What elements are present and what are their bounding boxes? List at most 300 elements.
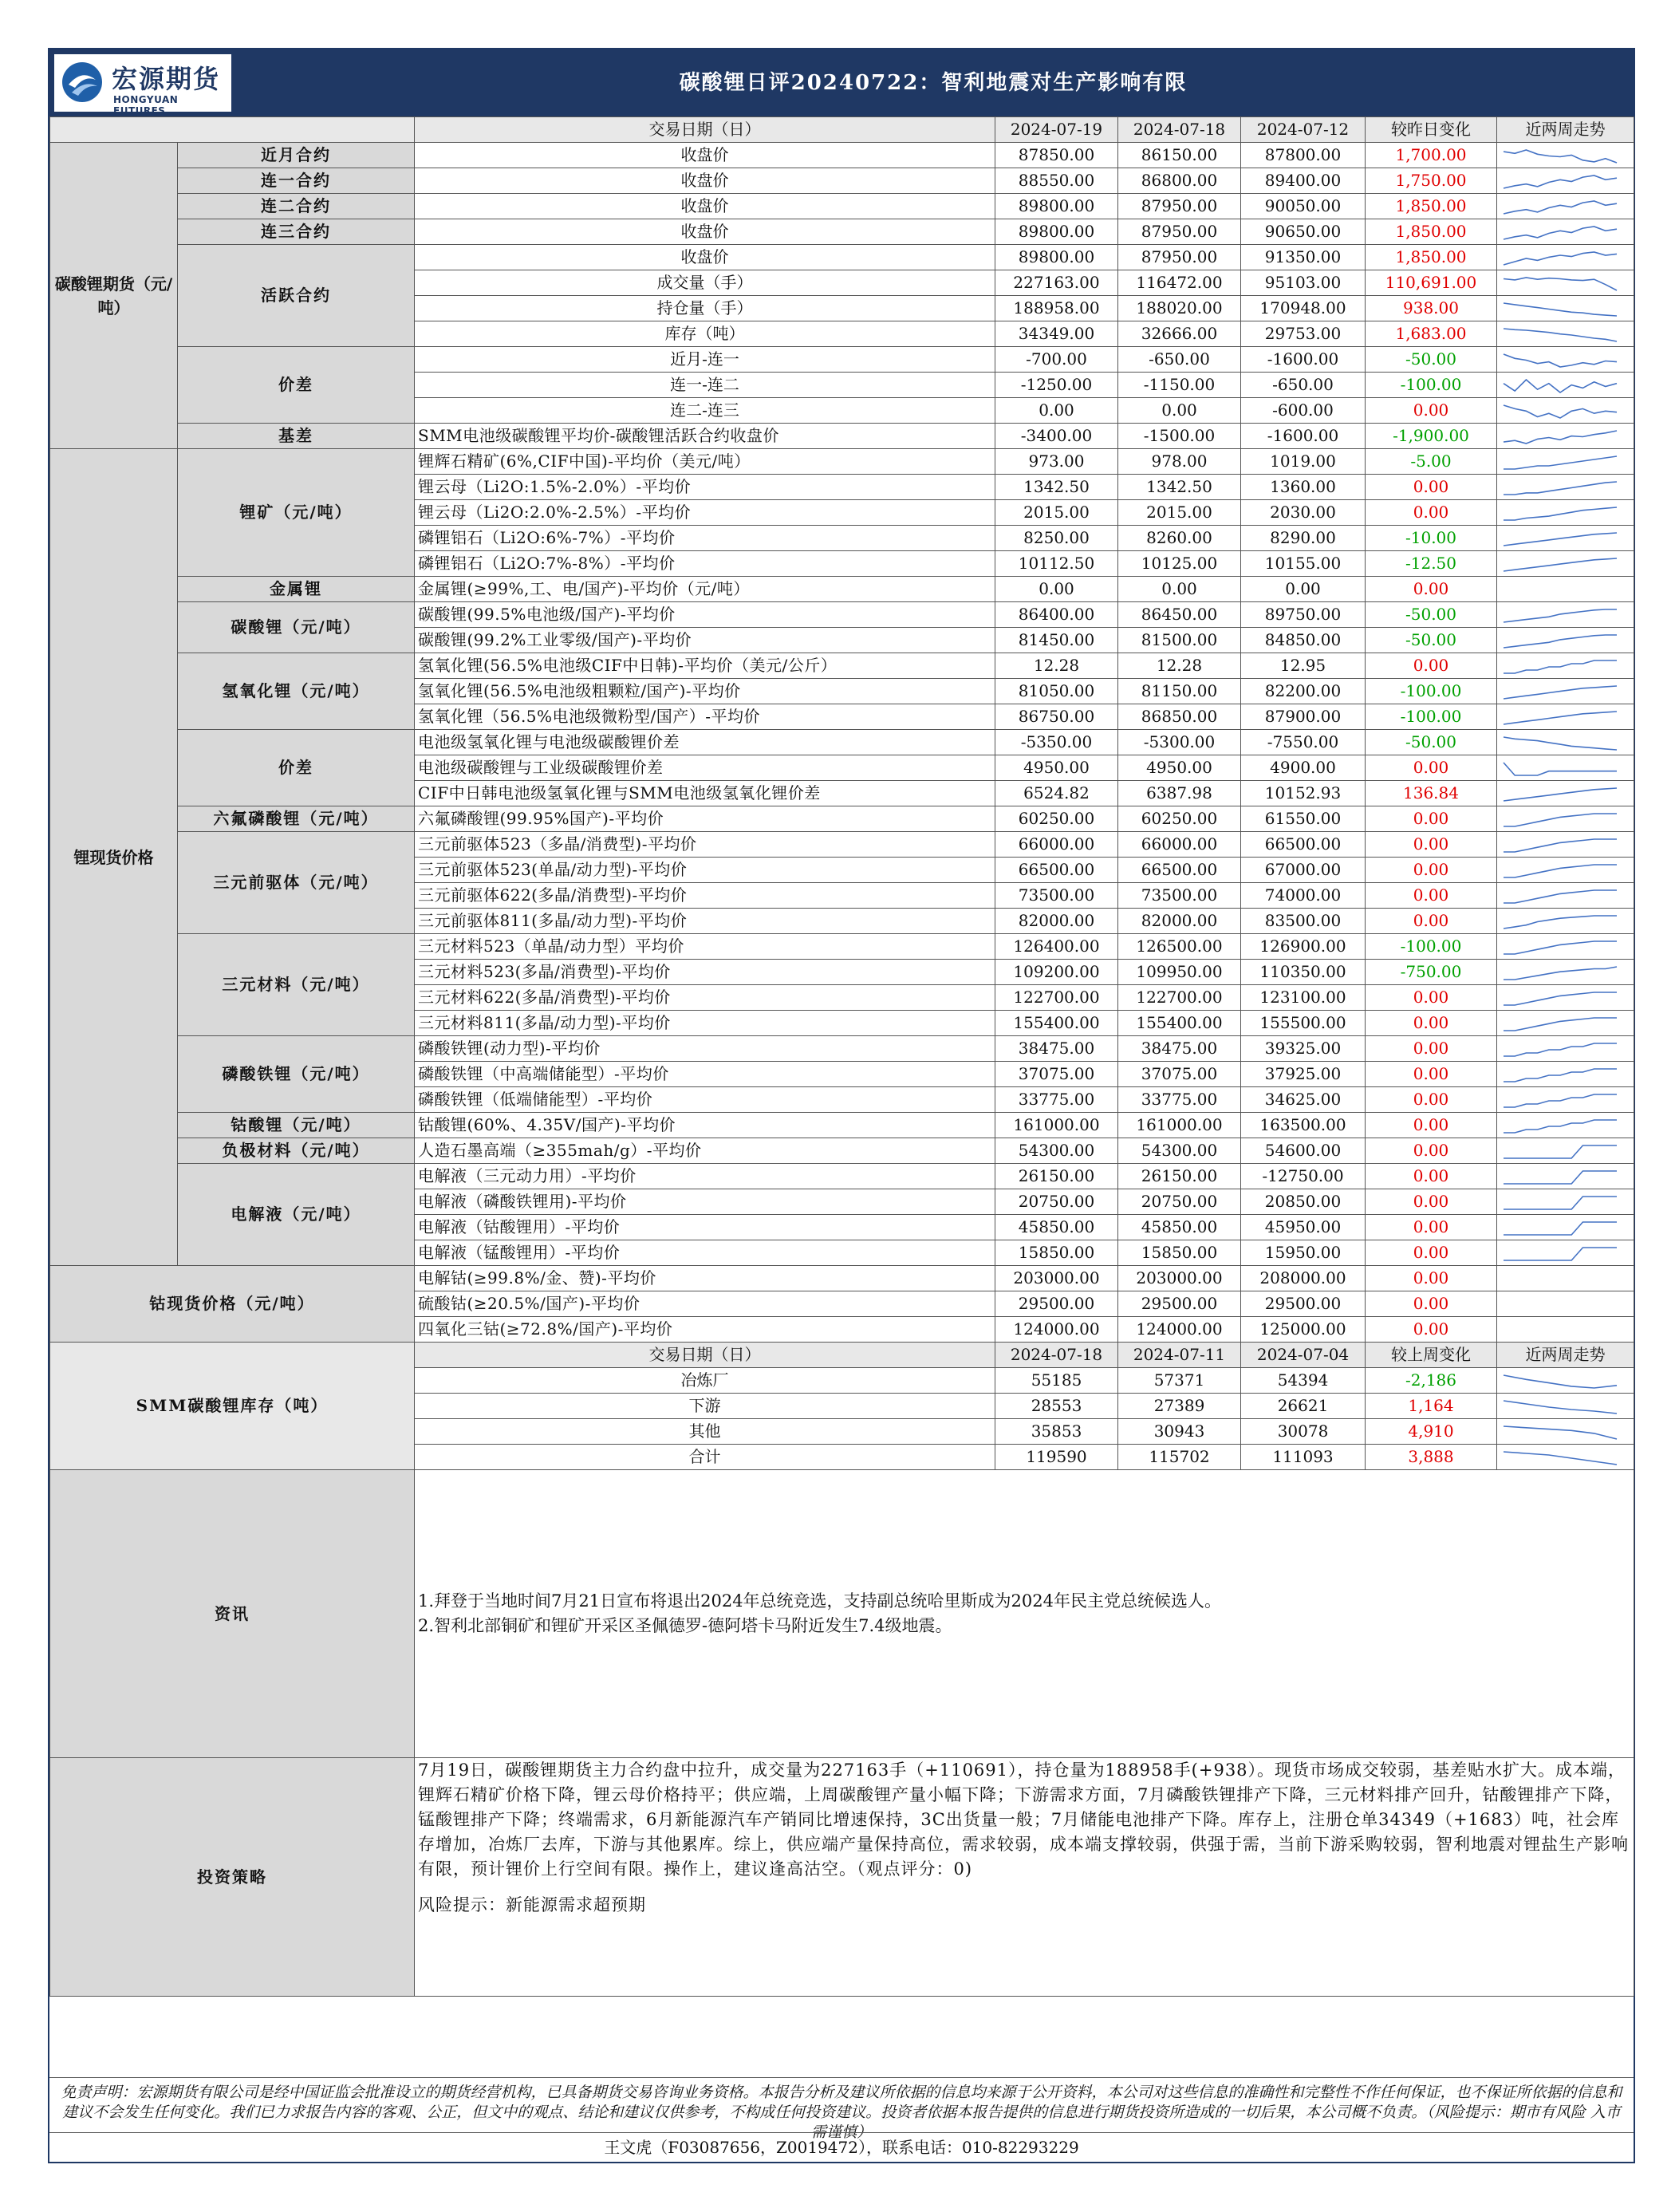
trend-cell: [1497, 653, 1634, 679]
value-cell-3: 89750.00: [1241, 602, 1366, 628]
trend-cell: [1497, 628, 1634, 653]
item-cell: 磷酸铁锂(动力型)-平均价: [415, 1036, 995, 1062]
header-date-1: 2024-07-19: [995, 117, 1118, 143]
trend-cell: [1497, 449, 1634, 475]
item-cell: 下游: [415, 1394, 995, 1419]
sparkline-path: [1504, 1222, 1617, 1235]
change-cell: -50.00: [1366, 347, 1497, 373]
trend-sparkline: [1500, 988, 1620, 1008]
inventory-category-label: SMM碳酸锂库存（吨）: [50, 1343, 415, 1470]
sparkline-path: [1504, 278, 1617, 290]
value-cell-1: 122700.00: [995, 985, 1118, 1011]
change-cell: 0.00: [1366, 653, 1497, 679]
value-cell-2: 8260.00: [1118, 526, 1241, 551]
sparkline-path: [1504, 201, 1617, 214]
value-cell-2: 4950.00: [1118, 755, 1241, 781]
item-cell: 磷锂铝石（Li2O:7%-8%）-平均价: [415, 551, 995, 577]
value-cell-1: 88550.00: [995, 168, 1118, 194]
change-cell: 0.00: [1366, 1164, 1497, 1189]
change-cell: 0.00: [1366, 858, 1497, 883]
change-cell: 1,164: [1366, 1394, 1497, 1419]
trend-cell: [1497, 730, 1634, 755]
value-cell-2: -1500.00: [1118, 424, 1241, 449]
trend-sparkline: [1500, 451, 1620, 472]
item-cell: 近月-连一: [415, 347, 995, 373]
trend-sparkline: [1500, 1447, 1620, 1468]
trend-sparkline: [1500, 375, 1620, 396]
spot-row: [50, 806, 1634, 832]
value-cell-1: 109200.00: [995, 960, 1118, 985]
value-cell-1: 6524.82: [995, 781, 1118, 806]
value-cell-3: 90050.00: [1241, 194, 1366, 219]
spot-row: [50, 934, 1634, 960]
value-cell-3: 90650.00: [1241, 219, 1366, 245]
trend-cell: [1497, 1138, 1634, 1164]
value-cell-1: 29500.00: [995, 1291, 1118, 1317]
trend-sparkline: [1500, 1396, 1620, 1417]
sparkline-path: [1504, 890, 1617, 903]
trend-cell: [1497, 883, 1634, 909]
spot-row: [50, 1138, 1634, 1164]
sparkline-path: [1504, 686, 1617, 699]
value-cell-2: 82000.00: [1118, 909, 1241, 934]
change-cell: 0.00: [1366, 475, 1497, 500]
futures-subcategory-label: 连一合约: [178, 168, 415, 194]
item-cell: 三元前驱体523(单晶/动力型)-平均价: [415, 858, 995, 883]
item-cell: 磷酸铁锂（中高端储能型）-平均价: [415, 1062, 995, 1087]
sparkline-path: [1504, 788, 1617, 801]
value-cell-2: 86800.00: [1118, 168, 1241, 194]
item-cell: 六氟磷酸锂(99.95%国产)-平均价: [415, 806, 995, 832]
change-cell: 0.00: [1366, 985, 1497, 1011]
value-cell-1: 28553: [995, 1394, 1118, 1419]
value-cell-1: 119590: [995, 1445, 1118, 1470]
futures-subcategory-label: 连二合约: [178, 194, 415, 219]
sparkline-path: [1504, 1069, 1617, 1082]
value-cell-3: 54394: [1241, 1368, 1366, 1394]
header-date-3: 2024-07-12: [1241, 117, 1366, 143]
change-cell: 0.00: [1366, 883, 1497, 909]
value-cell-2: 54300.00: [1118, 1138, 1241, 1164]
value-cell-3: 87900.00: [1241, 704, 1366, 730]
value-cell-2: 60250.00: [1118, 806, 1241, 832]
change-cell: -50.00: [1366, 730, 1497, 755]
trend-cell: [1497, 1087, 1634, 1113]
sparkline-path: [1504, 558, 1617, 571]
change-cell: 0.00: [1366, 806, 1497, 832]
value-cell-3: 208000.00: [1241, 1266, 1366, 1291]
sparkline-path: [1504, 839, 1617, 852]
item-cell: 持仓量（手）: [415, 296, 995, 321]
value-cell-3: 111093: [1241, 1445, 1366, 1470]
trend-sparkline: [1500, 196, 1620, 217]
sparkline-path: [1504, 507, 1617, 520]
company-logo: [54, 54, 231, 116]
spot-subcategory-label: 三元材料（元/吨）: [178, 934, 415, 1036]
change-cell: 0.00: [1366, 1317, 1497, 1343]
trend-sparkline: [1500, 1421, 1620, 1442]
value-cell-1: 89800.00: [995, 219, 1118, 245]
news-item: 2.智利北部铜矿和锂矿开采区圣佩德罗-德阿塔卡马附近发生7.4级地震。: [418, 1616, 952, 1635]
trend-sparkline: [1500, 1064, 1620, 1085]
trend-cell: [1497, 424, 1634, 449]
trend-sparkline: [1500, 1141, 1620, 1161]
sparkline-path: [1504, 380, 1617, 392]
value-cell-1: 66000.00: [995, 832, 1118, 858]
report-sheet: [48, 48, 1635, 2163]
value-cell-2: 86450.00: [1118, 602, 1241, 628]
trend-cell: [1497, 577, 1634, 602]
value-cell-3: 110350.00: [1241, 960, 1366, 985]
change-cell: 0.00: [1366, 832, 1497, 858]
trend-cell: [1497, 500, 1634, 526]
sparkline-path: [1504, 1248, 1617, 1260]
header-change: 较上周变化: [1366, 1343, 1497, 1368]
change-cell: 0.00: [1366, 500, 1497, 526]
sparkline-path: [1504, 1043, 1617, 1056]
value-cell-1: 86750.00: [995, 704, 1118, 730]
value-cell-1: 20750.00: [995, 1189, 1118, 1215]
value-cell-1: 1342.50: [995, 475, 1118, 500]
trend-sparkline: [1500, 426, 1620, 447]
trend-sparkline: [1500, 1039, 1620, 1059]
spot-row: [50, 1113, 1634, 1138]
header-row: [50, 1343, 1634, 1368]
contact-footer: 王文虎（F03087656，Z0019472），联系电话：010-82293229: [49, 2132, 1634, 2162]
futures-row: [50, 219, 1634, 245]
trend-sparkline: [1500, 1013, 1620, 1034]
report-title: 碳酸锂日评20240722：智利地震对生产影响有限: [679, 71, 1188, 95]
spot-row: [50, 832, 1634, 858]
sparkline-path: [1504, 1375, 1617, 1388]
item-cell: 收盘价: [415, 219, 995, 245]
trend-sparkline: [1500, 477, 1620, 498]
value-cell-3: 95103.00: [1241, 270, 1366, 296]
value-cell-1: 188958.00: [995, 296, 1118, 321]
logo-emblem-icon: [61, 61, 104, 104]
change-cell: 0.00: [1366, 909, 1497, 934]
item-cell: 锂云母（Li2O:1.5%-2.0%）-平均价: [415, 475, 995, 500]
value-cell-3: 2030.00: [1241, 500, 1366, 526]
sparkline-path: [1504, 609, 1617, 622]
trend-cell: [1497, 1036, 1634, 1062]
change-cell: 0.00: [1366, 755, 1497, 781]
trend-sparkline: [1500, 656, 1620, 676]
value-cell-2: -650.00: [1118, 347, 1241, 373]
value-cell-2: 12.28: [1118, 653, 1241, 679]
value-cell-2: 124000.00: [1118, 1317, 1241, 1343]
trend-cell: [1497, 1419, 1634, 1445]
futures-subcategory-label: 近月合约: [178, 143, 415, 168]
value-cell-3: 54600.00: [1241, 1138, 1366, 1164]
change-cell: -12.50: [1366, 551, 1497, 577]
sparkline-path: [1504, 635, 1617, 648]
value-cell-3: 39325.00: [1241, 1036, 1366, 1062]
value-cell-2: 126500.00: [1118, 934, 1241, 960]
trend-cell: [1497, 245, 1634, 270]
sparkline-path: [1504, 712, 1617, 724]
trend-sparkline: [1500, 349, 1620, 370]
sparkline-path: [1504, 405, 1617, 418]
value-cell-1: 26150.00: [995, 1164, 1118, 1189]
sparkline-path: [1504, 431, 1617, 444]
value-cell-2: -5300.00: [1118, 730, 1241, 755]
sparkline-path: [1504, 1120, 1617, 1133]
value-cell-3: 10152.93: [1241, 781, 1366, 806]
futures-subcategory-label: 基差: [178, 424, 415, 449]
value-cell-2: 161000.00: [1118, 1113, 1241, 1138]
spot-subcategory-label: 碳酸锂（元/吨）: [178, 602, 415, 653]
futures-row: [50, 424, 1634, 449]
value-cell-1: 124000.00: [995, 1317, 1118, 1343]
change-cell: 1,750.00: [1366, 168, 1497, 194]
futures-row: [50, 143, 1634, 168]
change-cell: -2,186: [1366, 1368, 1497, 1394]
trend-sparkline: [1500, 681, 1620, 702]
trend-sparkline: [1500, 324, 1620, 345]
value-cell-2: 978.00: [1118, 449, 1241, 475]
sparkline-path: [1504, 1401, 1617, 1414]
value-cell-2: 38475.00: [1118, 1036, 1241, 1062]
item-cell: 碳酸锂(99.5%电池级/国产)-平均价: [415, 602, 995, 628]
value-cell-2: -1150.00: [1118, 373, 1241, 398]
value-cell-2: 20750.00: [1118, 1189, 1241, 1215]
trend-cell: [1497, 219, 1634, 245]
trend-sparkline: [1500, 630, 1620, 651]
value-cell-3: 12.95: [1241, 653, 1366, 679]
change-cell: 1,683.00: [1366, 321, 1497, 347]
value-cell-3: 170948.00: [1241, 296, 1366, 321]
trend-sparkline: [1500, 1115, 1620, 1136]
value-cell-1: 81050.00: [995, 679, 1118, 704]
trend-cell: [1497, 526, 1634, 551]
trend-sparkline: [1500, 885, 1620, 906]
spot-row: [50, 730, 1634, 755]
change-cell: -100.00: [1366, 679, 1497, 704]
item-cell: CIF中日韩电池级氢氧化锂与SMM电池级氢氧化锂价差: [415, 781, 995, 806]
item-cell: 电解液（锰酸锂用）-平均价: [415, 1240, 995, 1266]
strategy-content: [415, 1758, 1634, 1997]
trend-cell: [1497, 373, 1634, 398]
value-cell-1: 87850.00: [995, 143, 1118, 168]
trend-cell: [1497, 755, 1634, 781]
value-cell-3: 29753.00: [1241, 321, 1366, 347]
change-cell: -10.00: [1366, 526, 1497, 551]
spot-subcategory-label: 钴酸锂（元/吨）: [178, 1113, 415, 1138]
value-cell-2: 1342.50: [1118, 475, 1241, 500]
trend-cell: [1497, 194, 1634, 219]
value-cell-3: 45950.00: [1241, 1215, 1366, 1240]
futures-subcategory-label: 价差: [178, 347, 415, 424]
item-cell: 收盘价: [415, 194, 995, 219]
value-cell-1: 89800.00: [995, 194, 1118, 219]
item-cell: 电解液（钴酸锂用）-平均价: [415, 1215, 995, 1240]
header-date-1: 2024-07-18: [995, 1343, 1118, 1368]
value-cell-2: 26150.00: [1118, 1164, 1241, 1189]
trend-cell: [1497, 704, 1634, 730]
value-cell-2: 6387.98: [1118, 781, 1241, 806]
trend-sparkline: [1500, 809, 1620, 830]
value-cell-1: 8250.00: [995, 526, 1118, 551]
sparkline-path: [1504, 150, 1617, 163]
value-cell-1: 0.00: [995, 577, 1118, 602]
item-cell: 电解液（磷酸铁锂用)-平均价: [415, 1189, 995, 1215]
change-cell: 938.00: [1366, 296, 1497, 321]
futures-category-label: 碳酸锂期货（元/吨）: [50, 143, 178, 449]
value-cell-2: 155400.00: [1118, 1011, 1241, 1036]
cobalt-row: [50, 1266, 1634, 1291]
value-cell-3: -1600.00: [1241, 347, 1366, 373]
item-cell: 电池级氢氧化锂与电池级碳酸锂价差: [415, 730, 995, 755]
change-cell: 1,850.00: [1366, 194, 1497, 219]
value-cell-1: 73500.00: [995, 883, 1118, 909]
value-cell-2: 57371: [1118, 1368, 1241, 1394]
value-cell-3: 123100.00: [1241, 985, 1366, 1011]
logo-text: 宏源期货: [112, 64, 221, 94]
news-label: 资讯: [50, 1470, 415, 1758]
sparkline-path: [1504, 967, 1617, 980]
value-cell-2: 2015.00: [1118, 500, 1241, 526]
value-cell-3: 37925.00: [1241, 1062, 1366, 1087]
item-cell: 其他: [415, 1419, 995, 1445]
value-cell-3: 4900.00: [1241, 755, 1366, 781]
value-cell-2: 87950.00: [1118, 245, 1241, 270]
item-cell: 硫酸钴(≥20.5%/国产)-平均价: [415, 1291, 995, 1317]
item-cell: 磷锂铝石（Li2O:6%-7%）-平均价: [415, 526, 995, 551]
sparkline-path: [1504, 482, 1617, 495]
value-cell-1: 37075.00: [995, 1062, 1118, 1087]
value-cell-3: 29500.00: [1241, 1291, 1366, 1317]
sparkline-path: [1504, 737, 1617, 750]
change-cell: -1,900.00: [1366, 424, 1497, 449]
header-trade-date: 交易日期（日）: [415, 1343, 995, 1368]
trend-cell: [1497, 1317, 1634, 1343]
item-cell: 库存（吨）: [415, 321, 995, 347]
sparkline-path: [1504, 865, 1617, 877]
trend-sparkline: [1500, 1166, 1620, 1187]
item-cell: 锂云母（Li2O:2.0%-2.5%）-平均价: [415, 500, 995, 526]
trend-cell: [1497, 551, 1634, 577]
change-cell: 1,700.00: [1366, 143, 1497, 168]
value-cell-1: 4950.00: [995, 755, 1118, 781]
trend-cell: [1497, 602, 1634, 628]
value-cell-2: 0.00: [1118, 398, 1241, 424]
value-cell-3: -650.00: [1241, 373, 1366, 398]
trend-sparkline: [1500, 732, 1620, 753]
trend-cell: [1497, 1291, 1634, 1317]
value-cell-1: 54300.00: [995, 1138, 1118, 1164]
trend-cell: [1497, 1394, 1634, 1419]
item-cell: 连二-连三: [415, 398, 995, 424]
futures-subcategory-label: 活跃合约: [178, 245, 415, 347]
change-cell: -50.00: [1366, 628, 1497, 653]
trend-cell: [1497, 1445, 1634, 1470]
change-cell: 0.00: [1366, 1240, 1497, 1266]
trend-sparkline: [1500, 758, 1620, 779]
value-cell-2: 30943: [1118, 1419, 1241, 1445]
spot-subcategory-label: 六氟磷酸锂（元/吨）: [178, 806, 415, 832]
logo-subtext: HONGYUAN FUTURES: [113, 94, 179, 116]
item-cell: 电解钴(≥99.8%/金、赞)-平均价: [415, 1266, 995, 1291]
change-cell: 0.00: [1366, 1138, 1497, 1164]
sparkline-path: [1504, 1094, 1617, 1107]
value-cell-1: 33775.00: [995, 1087, 1118, 1113]
news-item: 1.拜登于当地时间7月21日宣布将退出2024年总统竞选，支持副总统哈里斯成为2024年民主党总统候选人。: [418, 1591, 1222, 1611]
item-cell: 三元材料622(多晶/消费型)-平均价: [415, 985, 995, 1011]
value-cell-1: 86400.00: [995, 602, 1118, 628]
change-cell: -5.00: [1366, 449, 1497, 475]
strategy-label: 投资策略: [50, 1758, 415, 1997]
sparkline-path: [1504, 1197, 1617, 1209]
sparkline-path: [1504, 660, 1617, 673]
trend-cell: [1497, 934, 1634, 960]
value-cell-2: 33775.00: [1118, 1087, 1241, 1113]
item-cell: 四氧化三钴(≥72.8%/国产)-平均价: [415, 1317, 995, 1343]
value-cell-2: 66500.00: [1118, 858, 1241, 883]
trend-cell: [1497, 985, 1634, 1011]
value-cell-1: 89800.00: [995, 245, 1118, 270]
trend-sparkline: [1500, 1192, 1620, 1212]
trend-sparkline: [1500, 1243, 1620, 1264]
item-cell: 合计: [415, 1445, 995, 1470]
value-cell-3: 163500.00: [1241, 1113, 1366, 1138]
value-cell-2: 32666.00: [1118, 321, 1241, 347]
spot-subcategory-label: 磷酸铁锂（元/吨）: [178, 1036, 415, 1113]
value-cell-2: 86150.00: [1118, 143, 1241, 168]
risk-note: 风险提示：新能源需求超预期: [418, 1895, 646, 1914]
value-cell-3: 67000.00: [1241, 858, 1366, 883]
trend-cell: [1497, 781, 1634, 806]
spot-subcategory-label: 锂矿（元/吨）: [178, 449, 415, 577]
sparkline-path: [1504, 175, 1617, 188]
change-cell: 0.00: [1366, 577, 1497, 602]
value-cell-2: 81150.00: [1118, 679, 1241, 704]
value-cell-3: 155500.00: [1241, 1011, 1366, 1036]
value-cell-1: 60250.00: [995, 806, 1118, 832]
spot-row: [50, 1164, 1634, 1189]
value-cell-3: 15950.00: [1241, 1240, 1366, 1266]
item-cell: 成交量（手）: [415, 270, 995, 296]
trend-cell: [1497, 1011, 1634, 1036]
trend-sparkline: [1500, 247, 1620, 268]
change-cell: 136.84: [1366, 781, 1497, 806]
value-cell-1: 15850.00: [995, 1240, 1118, 1266]
trend-sparkline: [1500, 936, 1620, 957]
trend-cell: [1497, 1189, 1634, 1215]
item-cell: 电解液（三元动力用）-平均价: [415, 1164, 995, 1189]
trend-cell: [1497, 1164, 1634, 1189]
value-cell-2: 87950.00: [1118, 194, 1241, 219]
trend-cell: [1497, 960, 1634, 985]
change-cell: 1,850.00: [1366, 245, 1497, 270]
trend-cell: [1497, 1368, 1634, 1394]
value-cell-1: 10112.50: [995, 551, 1118, 577]
item-cell: 三元材料523(多晶/消费型)-平均价: [415, 960, 995, 985]
header-change: 较昨日变化: [1366, 117, 1497, 143]
trend-sparkline: [1500, 1090, 1620, 1110]
header-row: [50, 117, 1634, 143]
value-cell-1: 82000.00: [995, 909, 1118, 934]
value-cell-3: 91350.00: [1241, 245, 1366, 270]
trend-sparkline: [1500, 605, 1620, 625]
change-cell: 4,910: [1366, 1419, 1497, 1445]
change-cell: 0.00: [1366, 1189, 1497, 1215]
value-cell-1: 155400.00: [995, 1011, 1118, 1036]
value-cell-2: 27389: [1118, 1394, 1241, 1419]
trend-sparkline: [1500, 400, 1620, 421]
report-header: [49, 49, 1634, 116]
spot-row: [50, 602, 1634, 628]
